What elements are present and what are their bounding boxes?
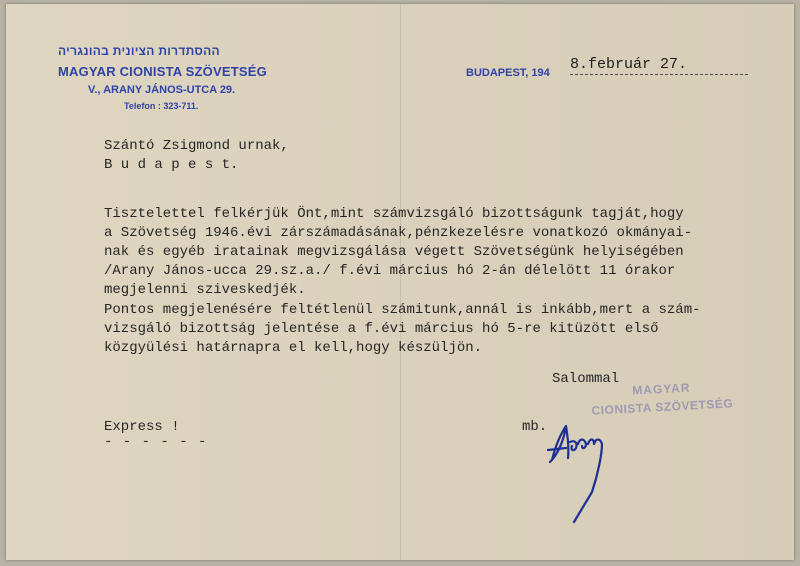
stamp-line-2: CIONISTA SZÖVETSÉG [591,396,734,418]
letter-page [6,4,794,560]
recipient-city: B u d a p e s t. [104,157,239,173]
letterhead-city: BUDAPEST, 194 [466,67,550,79]
body-paragraph-1: Tisztelettel felkérjük Önt,mint számvizsgáló bizottságunk tagját,hogy a Szövetség 1946.évi zárszámadásának,pénzkezelésre vonatkozó okmányai- nak és egyéb iratainak megvizsgálása végett Szövetségünk helyiségében /Arany János-ucca 29.sz.a./ f.évi március hó 2-án délelött 11 órakor megjelenni sziveskedjék. [104,206,693,298]
letter-date: 8.február 27. [570,56,748,75]
handwritten-signature [536,414,636,524]
mb-abbreviation: mb. [522,419,548,435]
letterhead-organization: MAGYAR CIONISTA SZÖVETSÉG [58,64,267,79]
closing-salutation: Salommal [552,371,620,387]
organization-stamp [590,378,733,417]
recipient-name: Szántó Zsigmond urnak, [104,138,289,154]
body-paragraph-2: Pontos megjelenésére feltétlenül számitunk,annál is inkább,mert a szám- vizsgáló bizottság jelentése a f.évi március hó 5-re kitüzött első közgyülési határnapra el kell,hogy készüljön. [104,302,701,356]
stamp-line-1: MAGYAR [631,380,691,398]
letterhead-phone: Telefon : 323-711. [124,101,199,111]
express-underline: - - - - - - [104,434,208,450]
express-note: Express ! [104,419,180,435]
letterhead-address: V., ARANY JÁNOS-UTCA 29. [88,84,236,96]
letterhead-hebrew: ההסתדרות הציונית בהונגריה [58,44,220,58]
